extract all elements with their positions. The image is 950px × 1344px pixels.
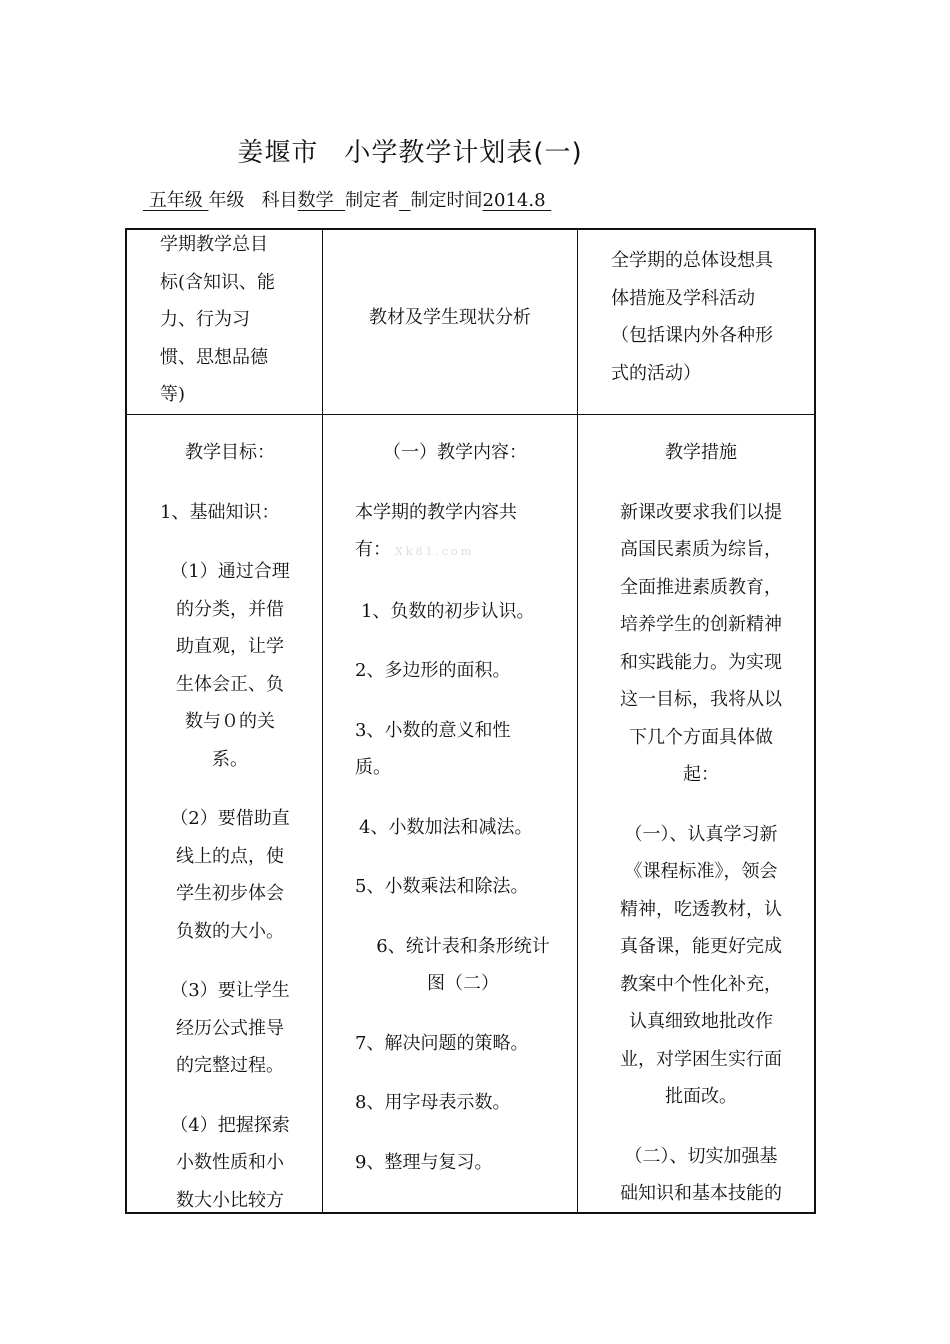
text-line: 数与０的关 (185, 711, 275, 732)
measures-paragraph (611, 494, 791, 794)
title-city: 姜堰市 (237, 138, 319, 168)
content-item: 1、负数的初步认识。 (361, 600, 535, 622)
text-line: 系。 (212, 748, 248, 770)
text-line: 3、小数的意义和性 (355, 719, 511, 741)
text-line: 下几个方面具体做 (629, 726, 773, 748)
text-line: （4）把握探索 (170, 1114, 290, 1136)
text-line: 高国民素质为综旨， (620, 539, 782, 560)
text-line: 图（二） (427, 973, 499, 994)
text-line: 小数性质和小 (176, 1152, 284, 1173)
text-line: （二）、切实加强基 (624, 1145, 778, 1167)
text-line: 新课改要求我们以提 (620, 501, 782, 523)
watermark-text: Xk81.com (395, 545, 475, 558)
header-line: 体措施及学科活动 (611, 287, 755, 309)
column-divider (577, 230, 578, 1212)
column-divider (322, 230, 323, 1212)
form-meta-line (143, 186, 551, 212)
header-line: 教材及学生现状分析 (369, 307, 531, 328)
content-item: 8、用字母表示数。 (355, 1092, 511, 1113)
header-line: 式的活动） (611, 362, 701, 384)
goals-subheading: 1、基础知识： (160, 501, 280, 523)
text-line: 全面推进素质教育， (620, 576, 782, 598)
document-title (0, 132, 820, 169)
content-item: 9、整理与复习。 (355, 1151, 493, 1173)
header-line: 惯、思想品德 (160, 346, 268, 368)
header-line: （包括课内外各种形 (611, 325, 773, 346)
text-line: 数大小比较方 (176, 1189, 284, 1211)
text-line: 6、统计表和条形统计 (376, 935, 550, 957)
header-line: 标(含知识、能 (160, 271, 276, 293)
text-line: 《课程标准》，领会 (624, 861, 778, 882)
body-cell-goals (160, 434, 300, 1219)
content-item: 7、解决问题的策略。 (355, 1032, 529, 1054)
text-line: 的完整过程。 (176, 1055, 284, 1076)
subject-value: 数学 (297, 190, 334, 211)
text-line: 学生初步体会 (176, 883, 284, 904)
text-line: 质。 (355, 757, 391, 778)
text-line: （一）、认真学习新 (624, 823, 778, 845)
text-line: 业，对学困生实行面 (620, 1048, 782, 1070)
content-item (355, 928, 571, 1003)
text-line: 真备课，能更好完成 (620, 936, 782, 957)
text-line: 精神，吃透教材，认 (620, 898, 782, 920)
plan-table (125, 228, 816, 1214)
goal-item (160, 972, 300, 1085)
text-line: 起： (683, 764, 719, 785)
text-line: 线上的点，使 (176, 845, 284, 867)
subject-label: 科目 (261, 190, 298, 211)
content-item: 5、小数乘法和除法。 (355, 876, 529, 897)
title-name: 小学教学计划表(一) (344, 138, 583, 168)
text-line: 生体会正、负 (176, 673, 284, 695)
content-item: 4、小数加法和减法。 (359, 816, 533, 838)
text-line: 础知识和基本技能的 (620, 1183, 782, 1204)
text-line: 认真细致地批改作 (629, 1011, 773, 1032)
text-line: 培养学生的创新精神 (620, 614, 782, 635)
text-line: （2）要借助直 (170, 808, 290, 829)
goals-heading: 教学目标： (185, 442, 275, 463)
text-line: 本学期的教学内容共 (355, 501, 517, 523)
text-line: 这一目标，我将从以 (620, 689, 782, 710)
body-cell-content (355, 434, 555, 1181)
text-line: （1）通过合理 (170, 561, 290, 582)
row-divider (127, 414, 814, 415)
header-cell-goals (160, 226, 310, 414)
text-line: 经历公式推导 (176, 1017, 284, 1039)
time-value: 2014.8 (482, 190, 546, 211)
grade-value: 五年级 (148, 190, 203, 211)
text-line: 和实践能力。为实现 (620, 651, 782, 673)
content-item: 2、多边形的面积。 (355, 660, 511, 681)
content-heading: （一）教学内容： (383, 442, 527, 463)
header-line: 学期教学总目 (160, 234, 268, 255)
text-line: 教案中个性化补充， (620, 973, 782, 995)
header-cell-analysis (323, 299, 577, 337)
text-line: （3）要让学生 (170, 980, 290, 1001)
goal-item (160, 1107, 300, 1220)
content-intro (355, 494, 555, 571)
maker-value (399, 190, 410, 211)
header-line: 力、行为习 (160, 309, 250, 330)
goal-item (160, 800, 300, 950)
goal-item (160, 553, 300, 778)
grade-label: 年级 (208, 190, 245, 211)
text-line: 助直观，让学 (176, 636, 284, 657)
header-line: 等) (160, 384, 186, 405)
content-item (355, 712, 555, 787)
measures-paragraph (611, 1138, 791, 1213)
body-cell-measures (611, 434, 791, 1213)
header-line: 全学期的总体设想具 (611, 250, 773, 271)
header-cell-measures (611, 242, 811, 392)
text-line: 的分类，并借 (176, 598, 284, 620)
text-line: 有： Xk81.com (355, 539, 475, 560)
measures-heading: 教学措施 (665, 442, 737, 463)
maker-label: 制定者 (345, 190, 400, 211)
text-line: 批面改。 (665, 1086, 737, 1107)
measures-paragraph (611, 816, 791, 1116)
time-label: 制定时间 (410, 190, 483, 211)
text-line: 负数的大小。 (176, 920, 284, 942)
